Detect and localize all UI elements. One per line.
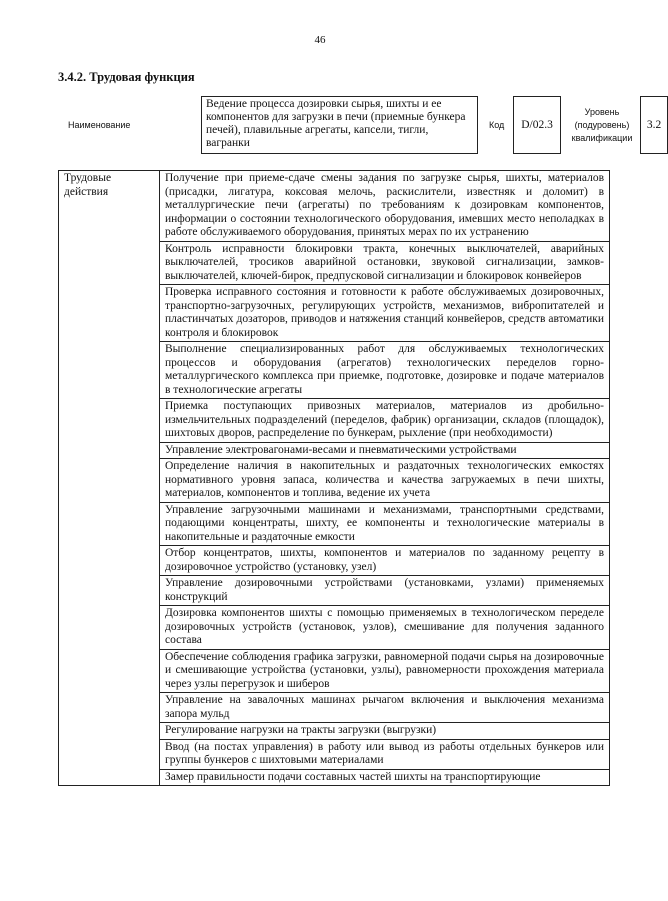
labor-actions-table — [58, 170, 610, 786]
action-item: Управление на завалочных машинах рычагом включения и выключения механизма запора мульд — [160, 693, 610, 723]
action-item: Проверка исправного состояния и готовности к работе обслуживаемых дозировочных, транспортно-загрузочных, регулирующих устройств, механизмов, вибропитателей и пластинчатых дозаторов, приводов и натяжения станций конвейеров, средств автоматики контроля и блокировок — [160, 285, 610, 342]
action-item: Получение при приеме-сдаче смены задания по загрузке сырья, шихты, материалов (присадки, лигатура, коксовая мелочь, раскислители, известняк и доломит) в металлургические печи (агрегаты) по требованиям к дозировкам компонентов, информации о состоянии технологического оборудования, имевших место неполадках в работе обслуживаемого оборудования, принятых мерах по их устранению — [160, 171, 610, 242]
action-item: Управление электровагонами-весами и пневматическими устройствами — [160, 442, 610, 459]
action-item: Отбор концентратов, шихты, компонентов и материалов по заданному рецепту в дозировочное устройство (установку, узел) — [160, 546, 610, 576]
action-item: Управление дозировочными устройствами (установками, узлами) применяемых конструкций — [160, 576, 610, 606]
action-item: Обеспечение соблюдения графика загрузки, равномерной подачи сырья на дозировочные и смешивающие устройства (установки, узлы), равномерности прохождения материала через узлы перегрузок и шиберов — [160, 649, 610, 693]
action-item: Замер правильности подачи составных частей шихты на транспортирующие — [160, 769, 610, 786]
code-label: Код — [489, 120, 505, 130]
action-item: Выполнение специализированных работ для обслуживаемых технологических процессов и оборудования (агрегатов) технологических переделов горно-металлургического комплекса при приемке, подготовке, дозировке и подаче материалов в технологические агрегаты — [160, 342, 610, 399]
action-item: Определение наличия в накопительных и раздаточных технологических емкостях нормативного уровня запаса, количества и качества загружаемых в печи шихты, материалов, компонентов и топлива, ведение их учета — [160, 459, 610, 503]
action-item: Контроль исправности блокировки тракта, конечных выключателей, аварийных выключателей, тросиков аварийной остановки, звуковой сигнализации, замков-выключателей, ключей-бирок, предпусковой сигнализации и блокировок конвейеров — [160, 241, 610, 285]
action-item: Приемка поступающих привозных материалов, материалов из дробильно-измельчительных подразделений (переделов, фабрик) организации, складов (площадок), шихтовых дворов, распределение по бункерам, рыхление (при необходимости) — [160, 399, 610, 443]
function-code: D/02.3 — [513, 96, 561, 154]
section-title: 3.4.2. Трудовая функция — [58, 70, 195, 84]
qualification-level: 3.2 — [640, 96, 668, 154]
action-item: Дозировка компонентов шихты с помощью применяемых в технологическом переделе дозировочных устройств (установок, узлов), смешивание для получения заданного состава — [160, 606, 610, 650]
function-name: Ведение процесса дозировки сырья, шихты и ее компонентов для загрузки в печи (приемные бункера печей), плавильные агрегаты, капсели, тигли, вагранки — [201, 96, 478, 154]
action-item: Ввод (на постах управления) в работу или вывод из работы отдельных бункеров или группы бункеров с шихтовыми материалами — [160, 739, 610, 769]
name-label: Наименование — [68, 120, 131, 130]
table-row — [59, 171, 610, 242]
action-item: Управление загрузочными машинами и механизмами, транспортными средствами, подающими концентраты, шихту, ее компоненты и технологические материалы в накопительные и раздаточные емкости — [160, 502, 610, 546]
action-item: Регулирование нагрузки на тракты загрузки (выгрузки) — [160, 723, 610, 740]
level-label: Уровень (подуровень) квалификации — [571, 107, 633, 143]
actions-label: Трудовые действия — [59, 171, 160, 786]
function-header — [58, 96, 662, 156]
page-number: 46 — [314, 34, 326, 46]
